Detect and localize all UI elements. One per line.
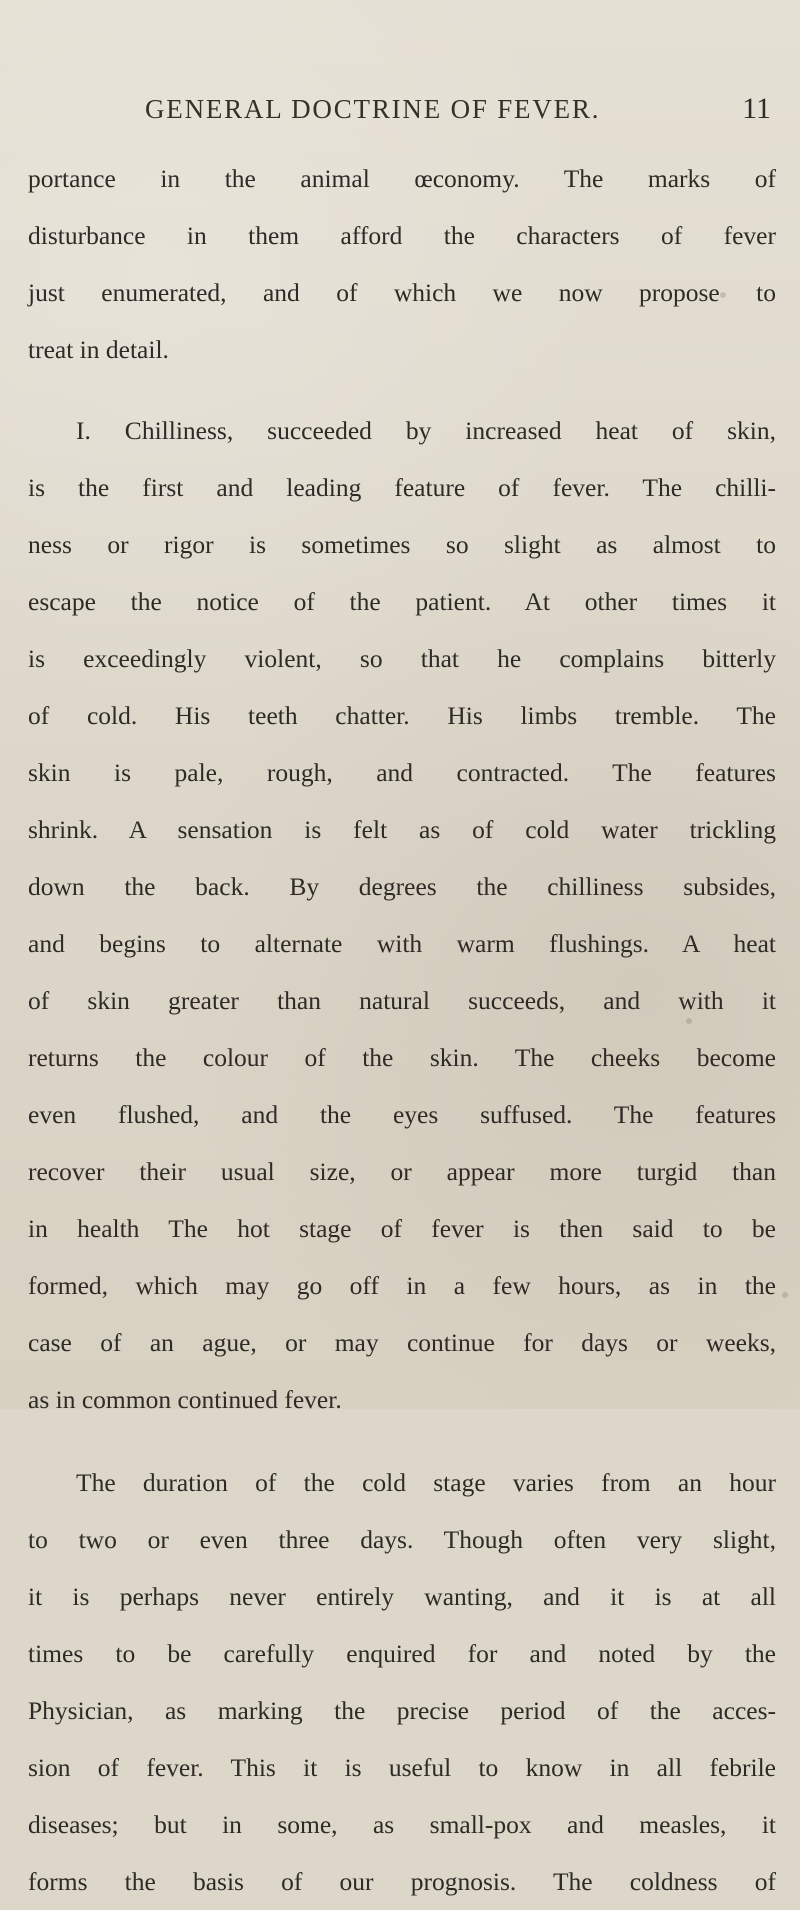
text-line: is exceedingly violent, so that he complains bitterly	[28, 644, 776, 673]
text-line: forms the basis of our prognosis. The coldness of	[28, 1867, 776, 1896]
text-line: and begins to alternate with warm flushings. A heat	[28, 929, 776, 958]
text-line: is the first and leading feature of fever. The chilli-	[28, 473, 776, 502]
text-line: case of an ague, or may continue for days or weeks,	[28, 1328, 776, 1357]
text-line: times to be carefully enquired for and noted by the	[28, 1639, 776, 1668]
text-line: I. Chilliness, succeeded by increased heat of skin,	[76, 416, 776, 445]
text-line: escape the notice of the patient. At other times it	[28, 587, 776, 616]
paragraph-chilliness	[28, 402, 776, 1428]
text-line: as in common continued fever.	[28, 1385, 342, 1414]
text-line: sion of fever. This it is useful to know in all febrile	[28, 1753, 776, 1782]
text-line: Physician, as marking the precise period of the acces-	[28, 1696, 776, 1725]
text-line: down the back. By degrees the chilliness subsides,	[28, 872, 776, 901]
text-line: formed, which may go off in a few hours, as in the	[28, 1271, 776, 1300]
text-line: disturbance in them afford the characters of fever	[28, 221, 776, 250]
paragraph-opening	[28, 150, 776, 378]
text-line: diseases; but in some, as small-pox and measles, it	[28, 1810, 776, 1839]
text-line: even flushed, and the eyes suffused. The features	[28, 1100, 776, 1129]
text-line: just enumerated, and of which we now propose to	[28, 278, 776, 307]
page-body	[28, 150, 776, 1910]
text-line: recover their usual size, or appear more turgid than	[28, 1157, 776, 1186]
text-line: shrink. A sensation is felt as of cold water trickling	[28, 815, 776, 844]
paper-speck	[782, 1292, 788, 1298]
text-line: of skin greater than natural succeeds, and with it	[28, 986, 776, 1015]
text-line: The duration of the cold stage varies from an hour	[76, 1468, 776, 1497]
text-line: of cold. His teeth chatter. His limbs tremble. The	[28, 701, 776, 730]
text-line: ness or rigor is sometimes so slight as almost to	[28, 530, 776, 559]
text-line: treat in detail.	[28, 335, 169, 364]
paragraph-gap	[28, 378, 776, 402]
text-line: to two or even three days. Though often very slight,	[28, 1525, 776, 1554]
running-title: GENERAL DOCTRINE OF FEVER.	[145, 94, 601, 124]
text-line: skin is pale, rough, and contracted. The features	[28, 758, 776, 787]
text-line: portance in the animal œconomy. The marks of	[28, 164, 776, 193]
text-line: it is perhaps never entirely wanting, and it is at all	[28, 1582, 776, 1611]
text-line: returns the colour of the skin. The cheeks become	[28, 1043, 776, 1072]
page-number: 11	[742, 92, 771, 125]
paragraph-gap	[28, 1428, 776, 1454]
text-line: in health The hot stage of fever is then said to be	[28, 1214, 776, 1243]
running-head	[145, 92, 777, 132]
paragraph-duration	[28, 1454, 776, 1910]
